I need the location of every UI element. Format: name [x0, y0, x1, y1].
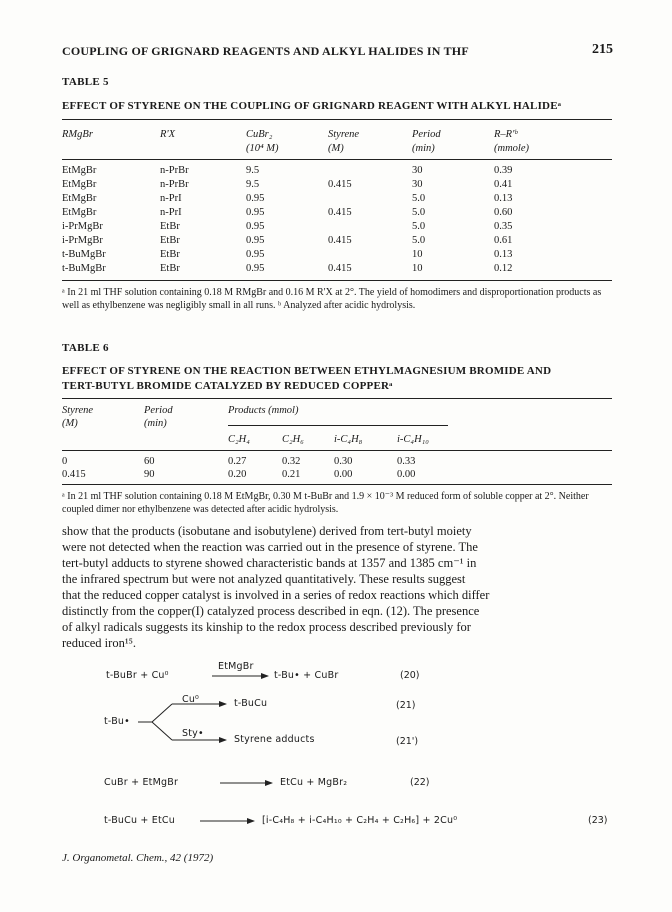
- t5-cell-rmgbr: i-PrMgBr: [62, 221, 103, 232]
- t5-cell-rx: EtBr: [160, 249, 180, 260]
- t5-cell-rx: EtBr: [160, 263, 180, 274]
- t5-header-period: Period: [412, 129, 441, 140]
- t6-cell-period: 90: [144, 469, 155, 480]
- eq21-number: (21): [396, 700, 416, 711]
- t5-cell-yield: 0.12: [494, 263, 513, 274]
- page-number: 215: [592, 42, 613, 57]
- t5-header-cubr2: CuBr₂: [246, 129, 273, 140]
- t5-cell-rmgbr: EtMgBr: [62, 207, 97, 218]
- t6-product-ic4h10: i-C₄H₁₀: [397, 434, 429, 445]
- body-line: were not detected when the reaction was carried out in the presence of styrene. The: [62, 540, 478, 554]
- t5-cell-styrene: 0.415: [328, 235, 352, 246]
- eq20-reagent: EtMgBr: [218, 661, 254, 672]
- t5-cell-cubr2: 0.95: [246, 221, 265, 232]
- t6-cell-ic4h8: 0.30: [334, 456, 353, 467]
- t5-cell-styrene: 0.415: [328, 179, 352, 190]
- table6-caption-line2: TERT-BUTYL BROMIDE CATALYZED BY REDUCED COPPERᵃ: [62, 380, 393, 392]
- t6-cell-c2h4: 0.20: [228, 469, 247, 480]
- table6-top-rule: [62, 398, 612, 399]
- t6-cell-styrene: 0.415: [62, 469, 86, 480]
- running-title: COUPLING OF GRIGNARD REAGENTS AND ALKYL HALIDES IN THF: [62, 44, 469, 58]
- eq21-lower-branch: [152, 722, 172, 740]
- eq21-upper-reagent: Cu⁰: [182, 694, 200, 705]
- t5-cell-period: 5.0: [412, 221, 426, 232]
- t6-cell-period: 60: [144, 456, 155, 467]
- t5-cell-rmgbr: EtMgBr: [62, 179, 97, 190]
- t6-cell-styrene: 0: [62, 456, 68, 467]
- t6-products-rule: [228, 425, 448, 426]
- table5-header-rule: [62, 159, 612, 160]
- table5-caption: EFFECT OF STYRENE ON THE COUPLING OF GRIGNARD REAGENT WITH ALKYL HALIDEᵃ: [62, 100, 562, 112]
- eq20-number: (20): [400, 670, 420, 681]
- t5-header-styrene: Styrene: [328, 129, 360, 140]
- t5-cell-period: 30: [412, 165, 423, 176]
- body-line: that the reduced copper catalyst is involved in a series of redox reactions which differ: [62, 588, 490, 602]
- t5-header-rmgbr: RMgBr: [62, 129, 93, 140]
- eq23-left: t-BuCu + EtCu: [104, 815, 175, 826]
- t6-cell-ic4h8: 0.00: [334, 469, 353, 480]
- table5-top-rule: [62, 119, 612, 120]
- t5-cell-period: 5.0: [412, 207, 426, 218]
- t5-cell-rx: n-PrI: [160, 207, 182, 218]
- t5-cell-cubr2: 0.95: [246, 193, 265, 204]
- journal-citation: J. Organometal. Chem., 42 (1972): [62, 852, 214, 864]
- body-line: tert-butyl adducts to styrene showed characteristic bands at 1357 and 1385 cm⁻¹ in: [62, 556, 477, 570]
- table5-label: TABLE 5: [62, 76, 109, 88]
- t5-cell-yield: 0.13: [494, 193, 513, 204]
- t6-product-ic4h8: i-C₄H₈: [334, 434, 363, 445]
- t5-cell-cubr2: 0.95: [246, 207, 265, 218]
- t5-cell-period: 5.0: [412, 235, 426, 246]
- eq21p-lower-product: Styrene adducts: [234, 734, 315, 745]
- t5-cell-rmgbr: i-PrMgBr: [62, 235, 103, 246]
- body-line: show that the products (isobutane and isobutylene) derived from tert-butyl moiety: [62, 524, 472, 538]
- t5-cell-styrene: 0.415: [328, 263, 352, 274]
- eq21p-number: (21'): [396, 736, 419, 747]
- table6-label: TABLE 6: [62, 342, 109, 354]
- t5-cell-period: 10: [412, 249, 423, 260]
- t5-header-rr: R–R'ᵇ: [494, 129, 518, 140]
- table5-footnote: ᵃ In 21 ml THF solution containing 0.18 M RMgBr and 0.16 M R'X at 2°. The yield of homodimers and disproportionation products as well as ethylbenzene was negligibly small in all runs. ᵇ Analyzed after acidic hydrolysis.: [62, 287, 602, 311]
- t5-cell-yield: 0.13: [494, 249, 513, 260]
- t5-cell-yield: 0.60: [494, 207, 513, 218]
- t5-subheader-period: (min): [412, 143, 435, 154]
- t5-subheader-rr: (mmole): [494, 143, 529, 154]
- t5-subheader-styrene: (M): [328, 143, 344, 154]
- table6-footnote: ᵃ In 21 ml THF solution containing 0.18 M EtMgBr, 0.30 M t-BuBr and 1.9 × 10⁻³ M reduced form of soluble copper at 2°. Neither coupled dimer nor ethylbenzene was detected after acidic hydrolysis.: [62, 491, 589, 515]
- eq23-right: [i-C₄H₈ + i-C₄H₁₀ + C₂H₄ + C₂H₆] + 2Cu⁰: [262, 815, 458, 826]
- t6-header-period: Period: [144, 405, 173, 416]
- t5-cell-rmgbr: EtMgBr: [62, 165, 97, 176]
- t6-product-c2h6: C₂H₆: [282, 434, 304, 445]
- t5-cell-period: 5.0: [412, 193, 426, 204]
- t5-cell-rx: n-PrBr: [160, 179, 189, 190]
- body-line: reduced iron¹⁵.: [62, 636, 137, 650]
- t5-cell-rx: EtBr: [160, 235, 180, 246]
- t5-cell-rx: EtBr: [160, 221, 180, 232]
- t5-cell-styrene: 0.415: [328, 207, 352, 218]
- eq22-right: EtCu + MgBr₂: [280, 777, 348, 788]
- t5-cell-cubr2: 0.95: [246, 263, 265, 274]
- table6-header-rule: [62, 450, 612, 451]
- eq20-left: t-BuBr + Cu⁰: [106, 670, 169, 681]
- t6-cell-c2h6: 0.32: [282, 456, 301, 467]
- t5-cell-period: 30: [412, 179, 423, 190]
- eq21-upper-product: t-BuCu: [234, 698, 268, 709]
- t5-cell-rmgbr: EtMgBr: [62, 193, 97, 204]
- t5-cell-yield: 0.35: [494, 221, 513, 232]
- t6-cell-c2h4: 0.27: [228, 456, 247, 467]
- eq21-left: t-Bu•: [104, 716, 130, 727]
- table6-bottom-rule: [62, 484, 612, 485]
- eq20-right: t-Bu• + CuBr: [274, 670, 339, 681]
- eq22-number: (22): [410, 777, 430, 788]
- body-line: the infrared spectrum but were not analyzed quantitatively. These results suggest: [62, 572, 466, 586]
- t5-cell-cubr2: 9.5: [246, 165, 260, 176]
- t6-header-styrene: Styrene: [62, 405, 94, 416]
- eq23-number: (23): [588, 815, 608, 826]
- t5-cell-cubr2: 0.95: [246, 235, 265, 246]
- t5-cell-cubr2: 9.5: [246, 179, 260, 190]
- t5-cell-period: 10: [412, 263, 423, 274]
- t5-cell-rx: n-PrBr: [160, 165, 189, 176]
- t5-header-rx: R'X: [160, 129, 176, 140]
- t5-cell-cubr2: 0.95: [246, 249, 265, 260]
- t6-product-c2h4: C₂H₄: [228, 434, 250, 445]
- t5-subheader-cubr2: (10⁴ M): [246, 143, 279, 154]
- t5-cell-rmgbr: t-BuMgBr: [62, 249, 106, 260]
- eq21p-lower-reagent: Sty•: [182, 728, 204, 739]
- t6-subheader-period: (min): [144, 418, 167, 429]
- eq21-upper-branch: [152, 704, 172, 722]
- body-line: distinctly from the copper(I) catalyzed process described in eqn. (12). The presence: [62, 604, 480, 618]
- table5-bottom-rule: [62, 280, 612, 281]
- t6-cell-ic4h10: 0.33: [397, 456, 416, 467]
- table6-caption-line1: EFFECT OF STYRENE ON THE REACTION BETWEEN ETHYLMAGNESIUM BROMIDE AND: [62, 365, 552, 377]
- t5-cell-yield: 0.61: [494, 235, 513, 246]
- eq22-left: CuBr + EtMgBr: [104, 777, 179, 788]
- body-line: of alkyl radicals suggests its kinship to the redox process described previously for: [62, 620, 471, 634]
- t5-cell-rx: n-PrI: [160, 193, 182, 204]
- t5-cell-yield: 0.41: [494, 179, 513, 190]
- t6-cell-c2h6: 0.21: [282, 469, 301, 480]
- t6-header-products: Products (mmol): [228, 405, 299, 416]
- t5-cell-rmgbr: t-BuMgBr: [62, 263, 106, 274]
- t5-cell-yield: 0.39: [494, 165, 513, 176]
- t6-subheader-styrene: (M): [62, 418, 78, 429]
- t6-cell-ic4h10: 0.00: [397, 469, 416, 480]
